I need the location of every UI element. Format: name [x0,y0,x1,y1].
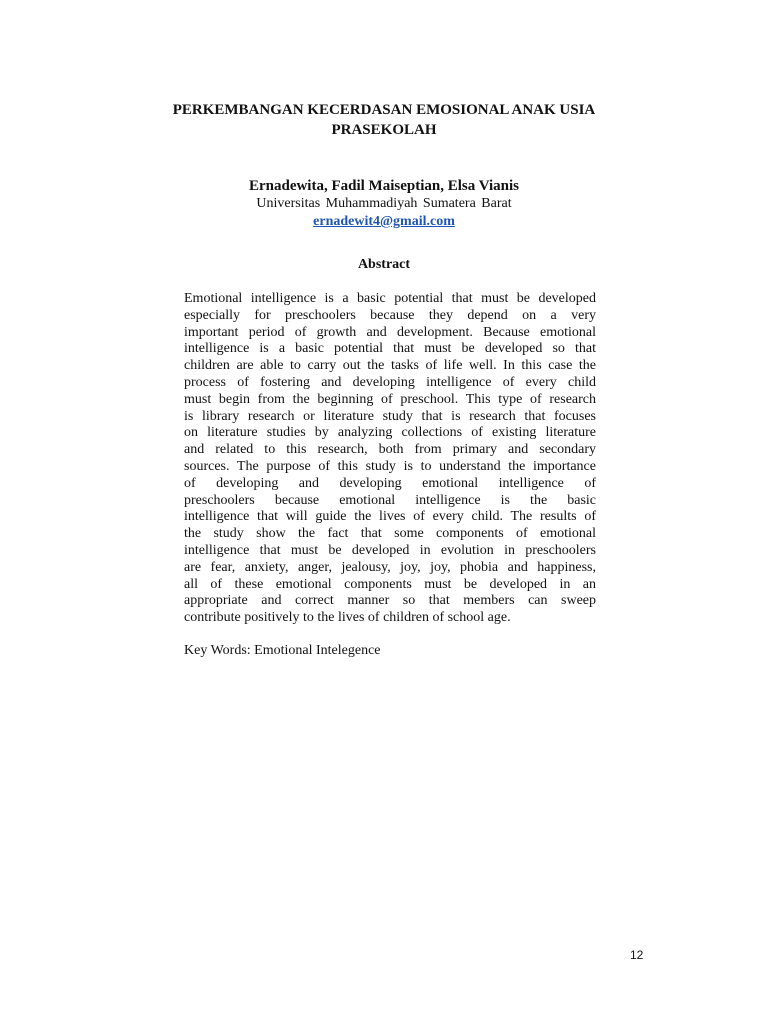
page-number: 12 [630,948,644,962]
abstract-heading: Abstract [357,257,411,272]
author-email-link[interactable]: ernadewit4@gmail.com [313,214,455,229]
abstract-line: are fear, anxiety, anger, jealousy, joy, joy, phobia and happiness, [184,559,596,575]
abstract-line: sources. The purpose of this study is to understand the importance [184,458,596,474]
author-affiliation: Universitas Muhammadiyah Sumatera Barat [256,196,512,211]
abstract-line: intelligence that must be developed in evolution in preschoolers [184,542,596,558]
abstract-line: the study show the fact that some components of emotional [184,526,596,542]
abstract-line: Emotional intelligence is a basic potential that must be developed [184,291,596,306]
abstract-line: intelligence is a basic potential that must be developed so that [184,341,596,357]
abstract-body [184,291,596,627]
paper-title-line-2: PRASEKOLAH [331,122,437,138]
abstract-line: of developing and developing emotional intelligence of [184,475,596,491]
abstract-line: preschoolers because emotional intelligence is the basic [184,492,596,508]
paper-title-line-1: PERKEMBANGAN KECERDASAN EMOSIONAL ANAK USIA [172,102,596,118]
abstract-line: must begin from the beginning of preschool. This type of research [184,391,596,407]
abstract-line: contribute positively to the lives of children of school age. [184,610,511,626]
keywords: Key Words: Emotional Intelegence [184,643,381,658]
abstract-line: especially for preschoolers because they depend on a very [184,307,596,323]
abstract-line: is library research or literature study that is research that focuses [184,408,596,424]
abstract-line: children are able to carry out the tasks of life well. In this case the [184,358,596,374]
paper-title [130,100,638,140]
abstract-line: and related to this research, both from primary and secondary [184,442,596,458]
abstract-line: important period of growth and development. Because emotional [184,324,596,340]
abstract-line: all of these emotional components must be developed in an [184,576,596,592]
abstract-line: appropriate and correct manner so that members can sweep [184,593,596,609]
author-names: Ernadewita, Fadil Maiseptian, Elsa Vianis [248,178,520,194]
abstract-line: intelligence that will guide the lives of every child. The results of [184,509,596,525]
author-block [130,178,638,230]
abstract-line: process of fostering and developing intelligence of every child [184,374,596,390]
abstract-line: on literature studies by analyzing collections of existing literature [184,425,596,441]
